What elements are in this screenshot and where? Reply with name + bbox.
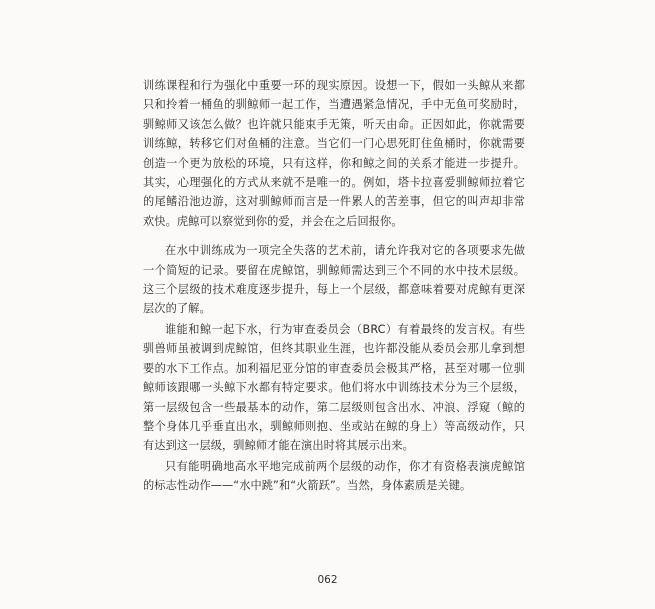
paragraph-1: 训练课程和行为强化中重要一环的现实原因。设想一下，假如一头鲸从来都只和拎着一桶鱼的驯鲸师一起工作，当遭遇紧急情况，手中无鱼可奖励时，驯鲸师又该怎么做？也许就只能束手无策，听天由命。正因如此，你就需要训练鲸，转移它们对鱼桶的注意。当它们一门心思死盯住鱼桶时，你就需要创造一个更为放松的环境，只有这样，你和鲸之间的关系才能进一步提升。其实，心理强化的方式从来就不是唯一的。例如，塔卡拉喜爱驯鲸师拉着它的尾鳍沿池边游，这对驯鲸师而言是一件累人的苦差事，但它的叫声却非常欢快。虎鲸可以察觉到你的爱，并会在之后回报你。 [143, 79, 525, 228]
body-text [143, 76, 525, 496]
paragraph-4: 只有能明确地高水平地完成前两个层级的动作，你才有资格表演虎鲸馆的标志性动作——“水中跳”和“火箭跃”。当然，身体素质是关键。 [143, 459, 525, 493]
page-number: 062 [317, 574, 338, 586]
paragraph-2: 在水中训练成为一项完全失落的艺术前，请允许我对它的各项要求先做一个简短的记录。要留在虎鲸馆，驯鲸师需达到三个不同的水中技术层级。这三个层级的技术难度逐步提升，每上一个层级，都意味着要对虎鲸有更深层次的了解。 [143, 244, 525, 316]
paragraph-3: 谁能和鲸一起下水，行为审查委员会（BRC）有着最终的发言权。有些驯兽师虽被调到虎鲸馆，但终其职业生涯，也许都没能从委员会那儿拿到想要的水下工作点。加利福尼亚分馆的审查委员会极其严格，甚至对哪一位驯鲸师该跟哪一头鲸下水都有特定要求。他们将水中训练技术分为三个层级，第一层级包含一些最基本的动作，第二层级则包含出水、冲浪、浮窥（鲸的整个身体几乎垂直出水，驯鲸师则抱、坐或站在鲸的身上）等高级动作，只有达到这一层级，驯鲸师才能在演出时将其展示出来。 [143, 322, 525, 453]
